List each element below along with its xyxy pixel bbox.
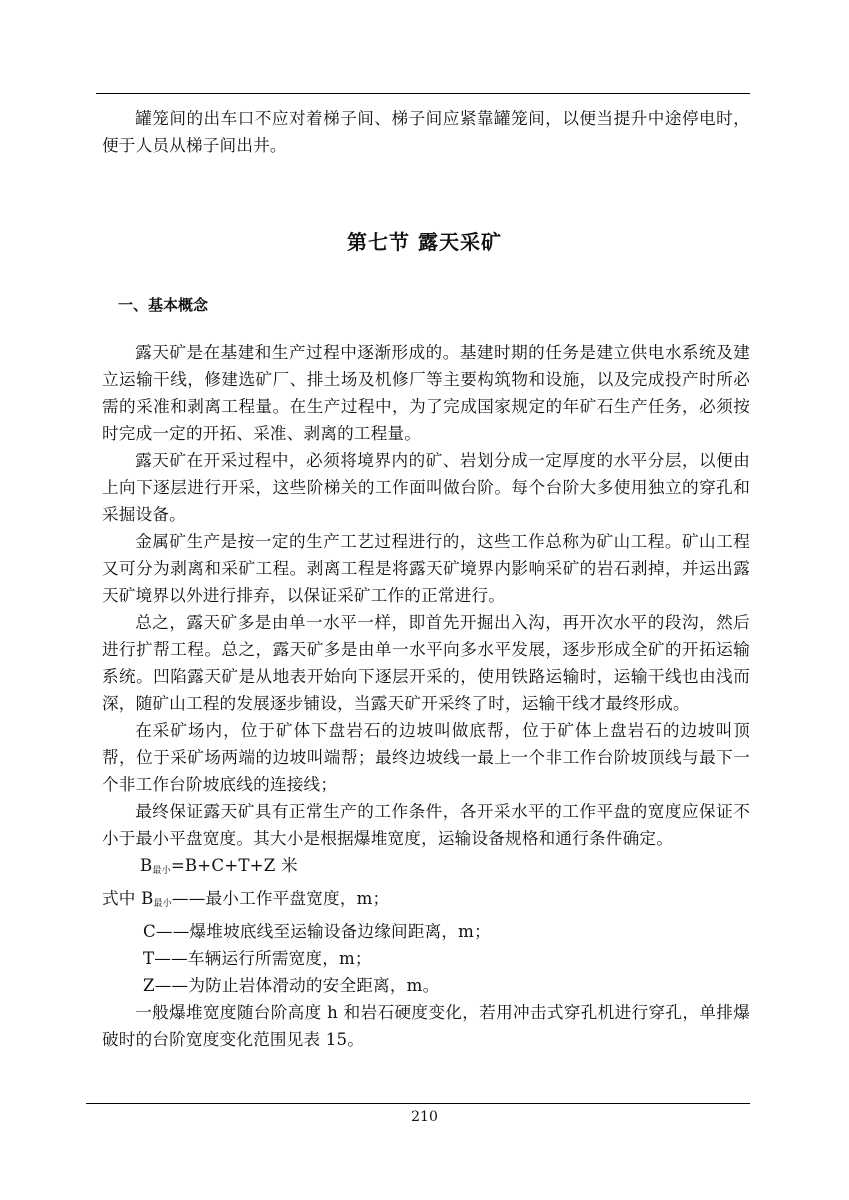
formula-line [102, 852, 750, 885]
paragraph: 总之，露天矿多是由单一水平一样，即首先开掘出入沟，再开次水平的段沟，然后进行扩帮工程。总之，露天矿多是由单一水平向多水平发展，逐步形成全矿的开拓运输系统。凹陷露天矿是从地表开始向下逐层开采的，使用铁路运输时，运输干线也由浅而深，随矿山工程的发展逐步铺设，当露天矿开采终了时，运输干线才最终形成。 [102, 613, 750, 713]
footer-rule [86, 1103, 750, 1104]
subsection-title: 一、基本概念 [118, 296, 209, 314]
last-paragraph: 一般爆堆宽度随台阶高度 h 和岩石硬度变化，若用冲击式穿孔机进行穿孔，单排爆破时的台阶宽度变化范围见表 15。 [102, 1003, 750, 1049]
formula-b: B [140, 856, 153, 875]
where-b: B [141, 889, 154, 908]
where-item: C——爆堆坡底线至运输设备边缘间距离，m； [143, 922, 491, 941]
section-title: 第七节 露天采矿 [347, 230, 502, 254]
top-paragraph: 罐笼间的出车口不应对着梯子间、梯子间应紧靠罐笼间，以便当提升中途停电时，便于人员从梯子间出井。 [102, 109, 750, 155]
paragraph: 在采矿场内，位于矿体下盘岩石的边坡叫做底帮，位于矿体上盘岩石的边坡叫顶帮，位于采矿场两端的边坡叫端帮；最终边坡线一最上一个非工作台阶坡顶线与最下一个非工作台阶坡底线的连接线； [102, 721, 750, 794]
formula-subscript: 最小 [152, 866, 171, 876]
where-item: T——车辆运行所需宽度，m； [143, 949, 372, 968]
formula-rhs: =B+C+T+Z 米 [170, 856, 298, 875]
where-definition: ——最小工作平盘宽度，m； [171, 889, 390, 908]
page-number: 210 [411, 1109, 438, 1125]
where-line [102, 885, 750, 918]
top-paragraph-block [102, 105, 750, 159]
paragraph: 露天矿在开采过程中，必须将境界内的矿、岩划分成一定厚度的水平分层，以便由上向下逐层进行开采，这些阶梯关的工作面叫做台阶。每个台阶大多使用独立的穿孔和采掘设备。 [102, 451, 750, 524]
where-item: Z——为防止岩体滑动的安全距离，m。 [143, 976, 440, 995]
where-prefix: 式中 [102, 889, 136, 908]
where-subscript: 最小 [153, 899, 172, 909]
paragraph: 金属矿生产是按一定的生产工艺过程进行的，这些工作总称为矿山工程。矿山工程又可分为剥离和采矿工程。剥离工程是将露天矿境界内影响采矿的岩石剥掉，并运出露天矿境界以外进行排弃，以保证采矿工作的正常进行。 [102, 532, 750, 605]
body-text [102, 339, 750, 1053]
paragraph: 最终保证露天矿具有正常生产的工作条件，各开采水平的工作平盘的宽度应保证不小于最小平盘宽度。其大小是根据爆堆宽度，运输设备规格和通行条件确定。 [102, 802, 750, 848]
paragraph: 露天矿是在基建和生产过程中逐渐形成的。基建时期的任务是建立供电水系统及建立运输干线，修建选矿厂、排土场及机修厂等主要构筑物和设施，以及完成投产时所必需的采准和剥离工程量。在生产过程中，为了完成国家规定的年矿石生产任务，必须按时完成一定的开拓、采准、剥离的工程量。 [102, 343, 750, 443]
header-rule [96, 93, 750, 94]
